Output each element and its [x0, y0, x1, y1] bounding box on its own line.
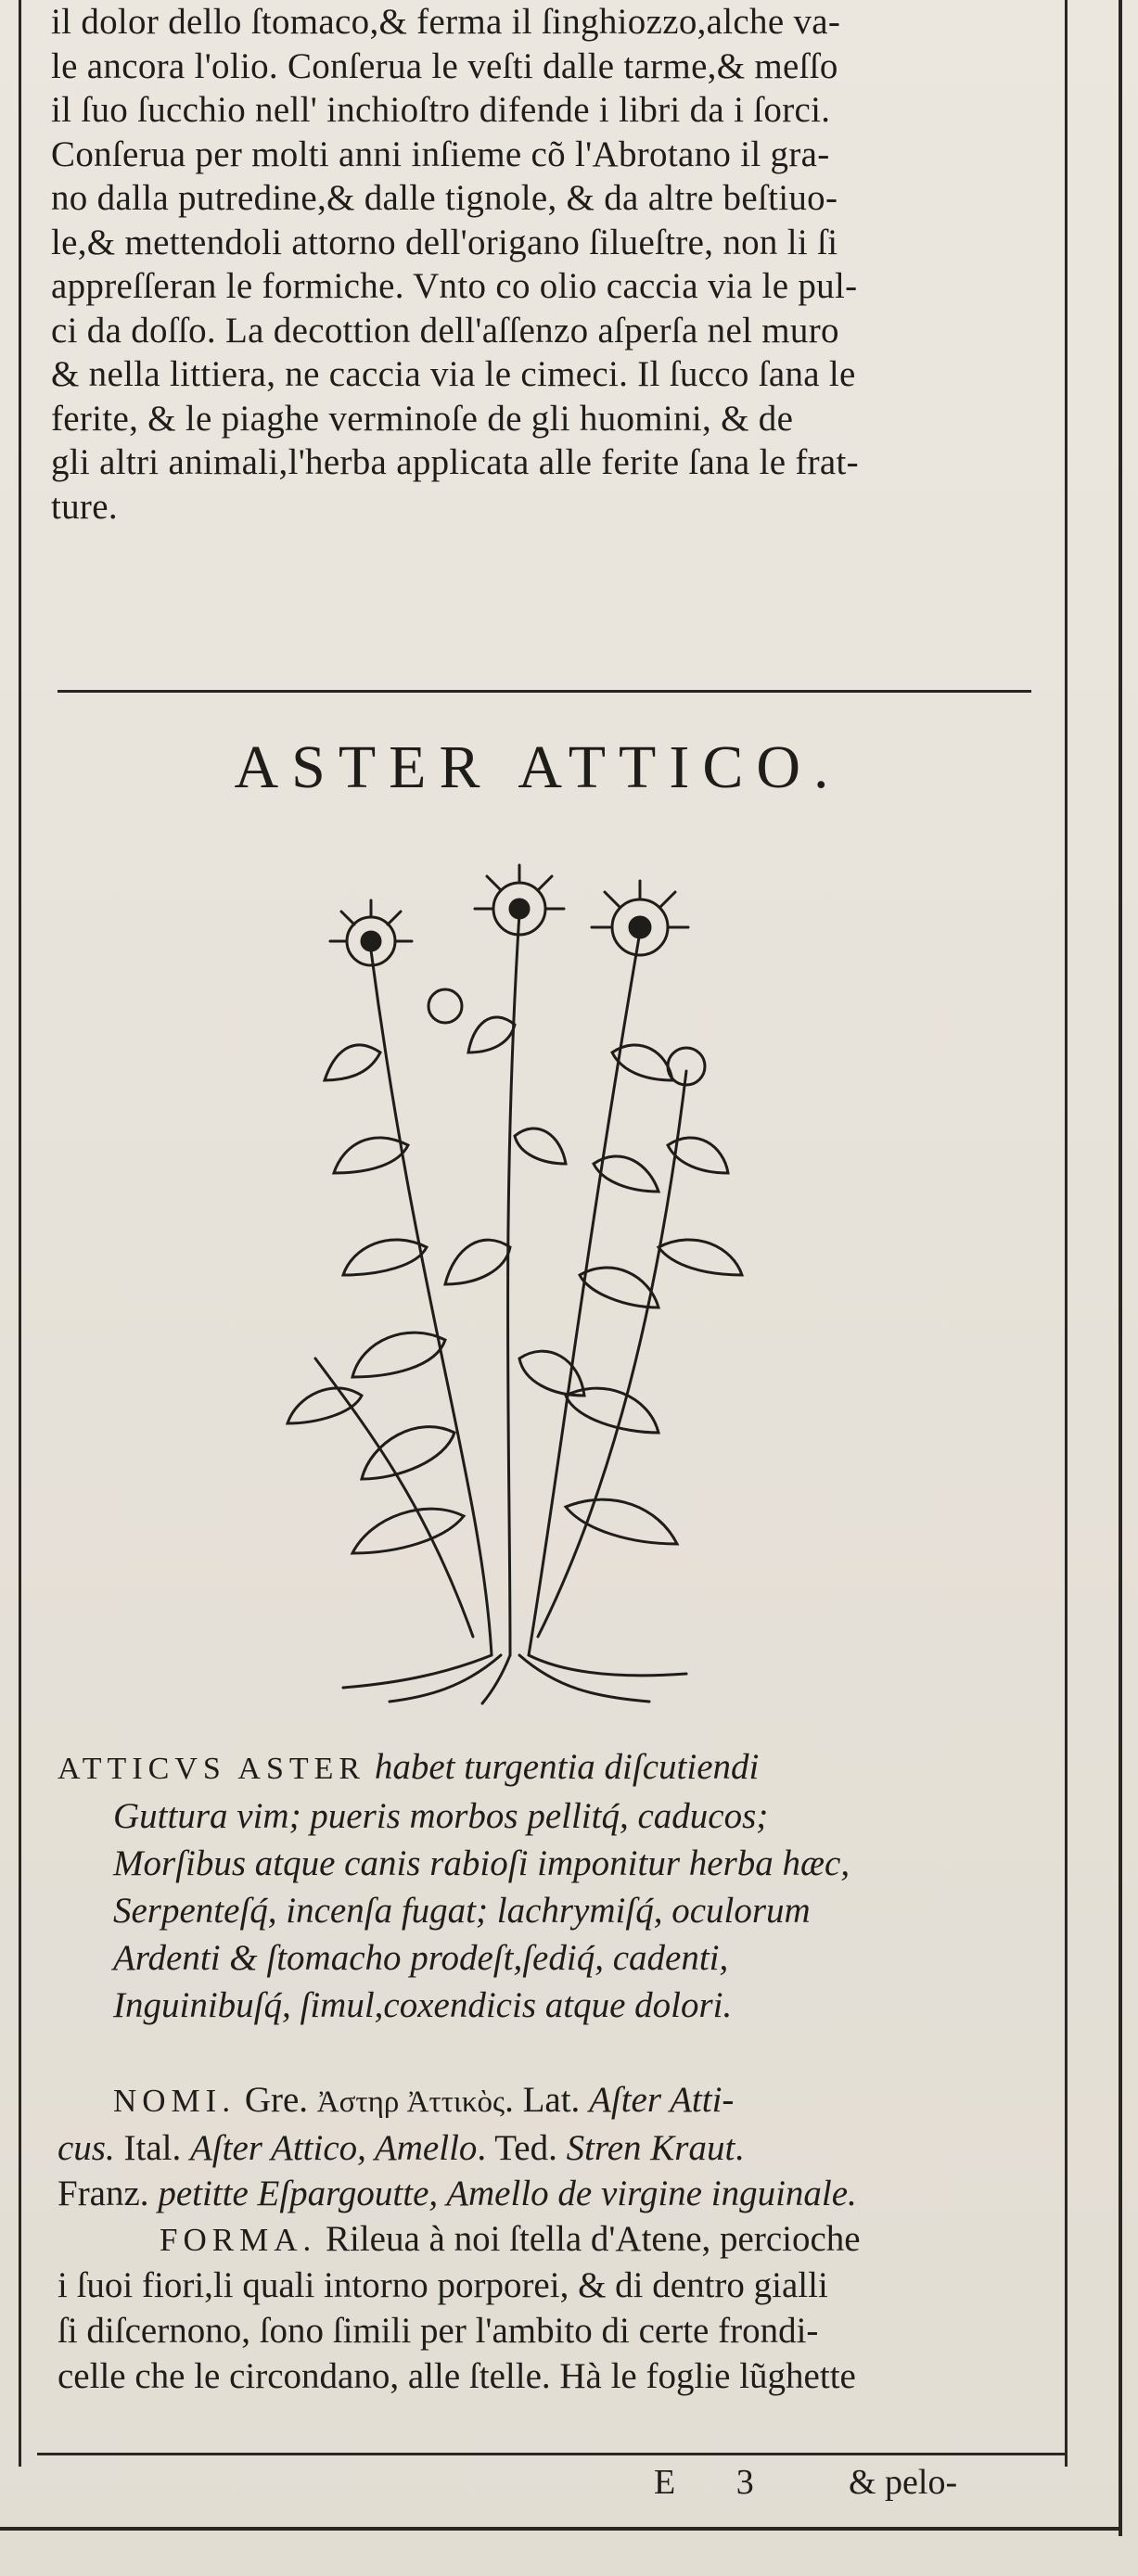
text-line: Conſerua per molti anni inſieme cõ l'Abrotano il gra-: [51, 134, 830, 174]
text-fragment: Franz.: [58, 2174, 159, 2213]
section-divider: [58, 690, 1031, 693]
forma-line-1: [58, 2216, 1050, 2263]
text-line: ci da doſſo. La decottion dell'aſſenzo aſperſa nel muro: [51, 310, 839, 351]
greek-name: Ἀστηρ Ἀττικὸς: [316, 2085, 505, 2119]
text-line: le,& mettendoli attorno dell'origano ſilueſtre, non li ſi: [51, 222, 838, 262]
nomi-line-3: [58, 2171, 1050, 2216]
forma-label: FORMA.: [160, 2222, 317, 2258]
text-line: gli altri animali,l'herba applicata alle ferite ſana le frat-: [51, 442, 859, 482]
italian-name: Aſter Attico, Amello: [189, 2128, 478, 2168]
verse-line: Inguinibuſq́, ſimul,coxendicis atque dolori.: [113, 1985, 733, 2025]
aster-woodcut-illustration: [260, 839, 853, 1706]
text-line: ferite, & le piaghe verminoſe de gli huomini, & de: [51, 398, 794, 439]
text-line: & nella littiera, ne caccia via le cimeci. Il ſucco ſana le: [51, 354, 856, 394]
plant-heading: ASTER ATTICO.: [234, 733, 842, 801]
german-name: Stren Kraut: [566, 2128, 735, 2168]
text-fragment: .: [735, 2128, 745, 2168]
nomi-line-1: [58, 2077, 1050, 2125]
text-fragment: Gre.: [236, 2080, 317, 2120]
verse-line: Ardenti & ſtomacho prodeſt,ſediq́, cadenti,: [113, 1938, 729, 1978]
bottom-rule: [37, 2453, 1067, 2455]
top-paragraph: [51, 0, 1043, 529]
forma-line: celle che le circondano, alle ſtelle. Hà le foglie lũghette: [58, 2356, 856, 2396]
latin-name: Aſter Atti-: [589, 2080, 735, 2120]
text-fragment: Ital.: [114, 2128, 190, 2168]
verse-line: Guttura vim; pueris morbos pellitq́, caducos;: [113, 1796, 769, 1836]
outer-right-rule: [1119, 0, 1122, 2536]
text-line: il dolor dello ſtomaco,& ferma il ſinghiozzo,alche va-: [51, 2, 841, 42]
text-fragment: . Ted.: [477, 2128, 567, 2168]
nomi-forma-section: [58, 2077, 1050, 2399]
catchword: & pelo-: [849, 2463, 958, 2502]
nomi-label: NOMI.: [113, 2083, 237, 2119]
french-name: petitte Eſpargoutte, Amello de virgine inguinale.: [158, 2174, 857, 2213]
verse-line: Serpenteſq́, incenſa fugat; lachrymiſq́, oculorum: [113, 1891, 811, 1931]
text-fragment: Rileua à noi ſtella d'Atene, percioche: [316, 2219, 861, 2259]
signature-mark: E 3: [654, 2463, 780, 2502]
verse-line: Morſibus atque canis rabioſi imponitur herba hæc,: [113, 1843, 850, 1883]
text-line: le ancora l'olio. Conſerua le veſti dalle tarme,& meſſo: [51, 45, 838, 86]
forma-line: i ſuoi fiori,li quali intorno porporei, & di dentro gialli: [58, 2265, 828, 2305]
nomi-line-2: [58, 2125, 1050, 2171]
text-line: no dalla putredine,& dalle tignole, & da altre beſtiuo-: [51, 178, 838, 218]
text-line: ture.: [51, 486, 118, 527]
left-frame-rule: [19, 0, 21, 2467]
text-line: il ſuo ſucchio nell' inchioſtro difende i libri da i ſorci.: [51, 90, 831, 130]
text-line: appreſſeran le formiche. Vnto co olio caccia via le pul-: [51, 266, 858, 306]
forma-line: ſi diſcernono, ſono ſimili per l'ambito di certe frondi-: [58, 2311, 819, 2351]
page-bottom-rule: [0, 2527, 1122, 2531]
latin-name-cont: cus.: [58, 2128, 115, 2168]
verse-first-rest: habet turgentia diſcutiendi: [365, 1747, 760, 1787]
right-frame-rule: [1065, 0, 1068, 2467]
latin-verse: [58, 1743, 1041, 2029]
verse-caps: ATTICVS ASTER: [58, 1752, 366, 1786]
verse-line: [58, 1743, 1041, 1792]
text-fragment: . Lat.: [505, 2080, 590, 2120]
